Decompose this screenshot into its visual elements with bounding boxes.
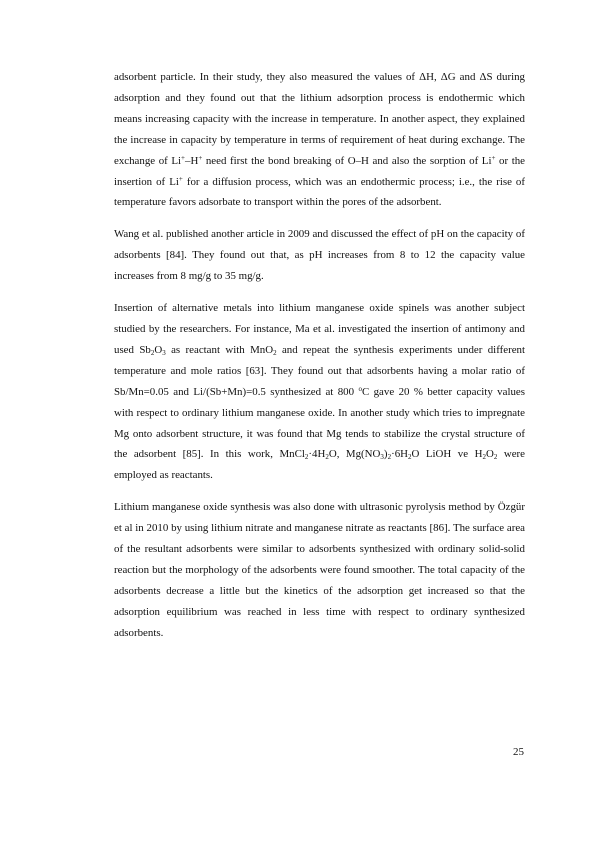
paragraph-1 [114, 67, 525, 213]
text-run: 2 [325, 453, 329, 462]
paragraph-2 [114, 224, 525, 287]
text-run: o [358, 384, 362, 393]
text-run: ) [383, 448, 388, 461]
text-run: + [181, 153, 185, 162]
text-run: 2 [408, 453, 412, 462]
text-run: Wang et al. published another article in 2009 and discussed the effect of pH on the capacity of adsorbents [84]. They found out that, as pH increases from 8 to 12 the capacity value increases from 8 mg/g to 35 mg/g. [114, 228, 525, 283]
paragraph-3 [114, 298, 525, 486]
text-run: + [178, 174, 183, 183]
text-run: O, Mg(NO [328, 448, 381, 461]
text-run: 2 [150, 348, 155, 357]
text-run: need first the bond breaking of O–H and also the sorption of Li [202, 154, 492, 167]
text-run: 2 [387, 453, 392, 462]
text-run: C gave 20 % better capacity values with respect to ordinary lithium manganese oxide. In another study which tries to impregnate Mg onto adsorbent structure, it was found that Mg tends to stabilize the crystal structure of the adsorbent [85]. In this work, MnCl [114, 385, 525, 461]
text-run: adsorbent particle. In their study, they also measured the values of ΔH, ΔG and ΔS during adsorption and they found out that the lithium adsorption process is endothermic which means increasing capacity with the increase in temperature. In another aspect, they explained the increase in capacity by temperature in terms of requirement of heat during exchange. The exchange of Li [114, 71, 525, 167]
body-text [114, 67, 525, 655]
text-run: 2 [493, 453, 498, 462]
text-run: for a diffusion process, which was an endothermic process; i.e., the rise of temperature favors adsorbate to transport within the pores of the adsorbent. [114, 175, 525, 209]
page-number: 25 [513, 746, 524, 758]
text-run: ·4H [308, 448, 326, 461]
text-run: O LiOH ve H [411, 448, 483, 461]
text-run: were employed as reactants. [114, 448, 525, 482]
text-run: + [198, 153, 203, 162]
text-run: 2 [304, 453, 309, 462]
text-run: and repeat the synthesis experiments under different temperature and mole ratios [63]. They found out that adsorbents having a molar ratio of Sb/Mn=0.05 and Li/(Sb+Mn)=0.5 synthesized at 800 [114, 343, 526, 398]
text-run: O [154, 343, 163, 356]
text-run: Insertion of alternative metals into lithium manganese oxide spinels was another subject studied by the researchers. For instance, Ma et al. investigated the insertion of antimony and used Sb [114, 302, 525, 356]
text-run: or the insertion of Li [114, 154, 525, 188]
text-run: –H [185, 154, 199, 167]
text-run: 2 [273, 348, 277, 357]
text-run: as reactant with MnO [165, 343, 274, 356]
text-run: 2 [482, 453, 486, 462]
text-run: + [491, 153, 496, 162]
text-run: ·6H [391, 448, 408, 461]
text-run: Lithium manganese oxide synthesis was also done with ultrasonic pyrolysis method by Özgür et al in 2010 by using lithium nitrate and manganese nitrate as reactants [86]. The surface area of the resultant adsorbents were similar to adsorbents synthesized with ordinary solid-solid reaction but the morphology of the adsorbents were found smoother. The total capacity of the adsorbents decrease a little but the kinetics of the adsorption get increased so that the adsorption equilibrium was reached in less time with respect to ordinary synthesized adsorbents. [114, 501, 525, 639]
text-run: O [485, 448, 494, 461]
text-run: 3 [380, 453, 384, 462]
text-run: 3 [162, 348, 166, 357]
paragraph-4 [114, 497, 525, 643]
